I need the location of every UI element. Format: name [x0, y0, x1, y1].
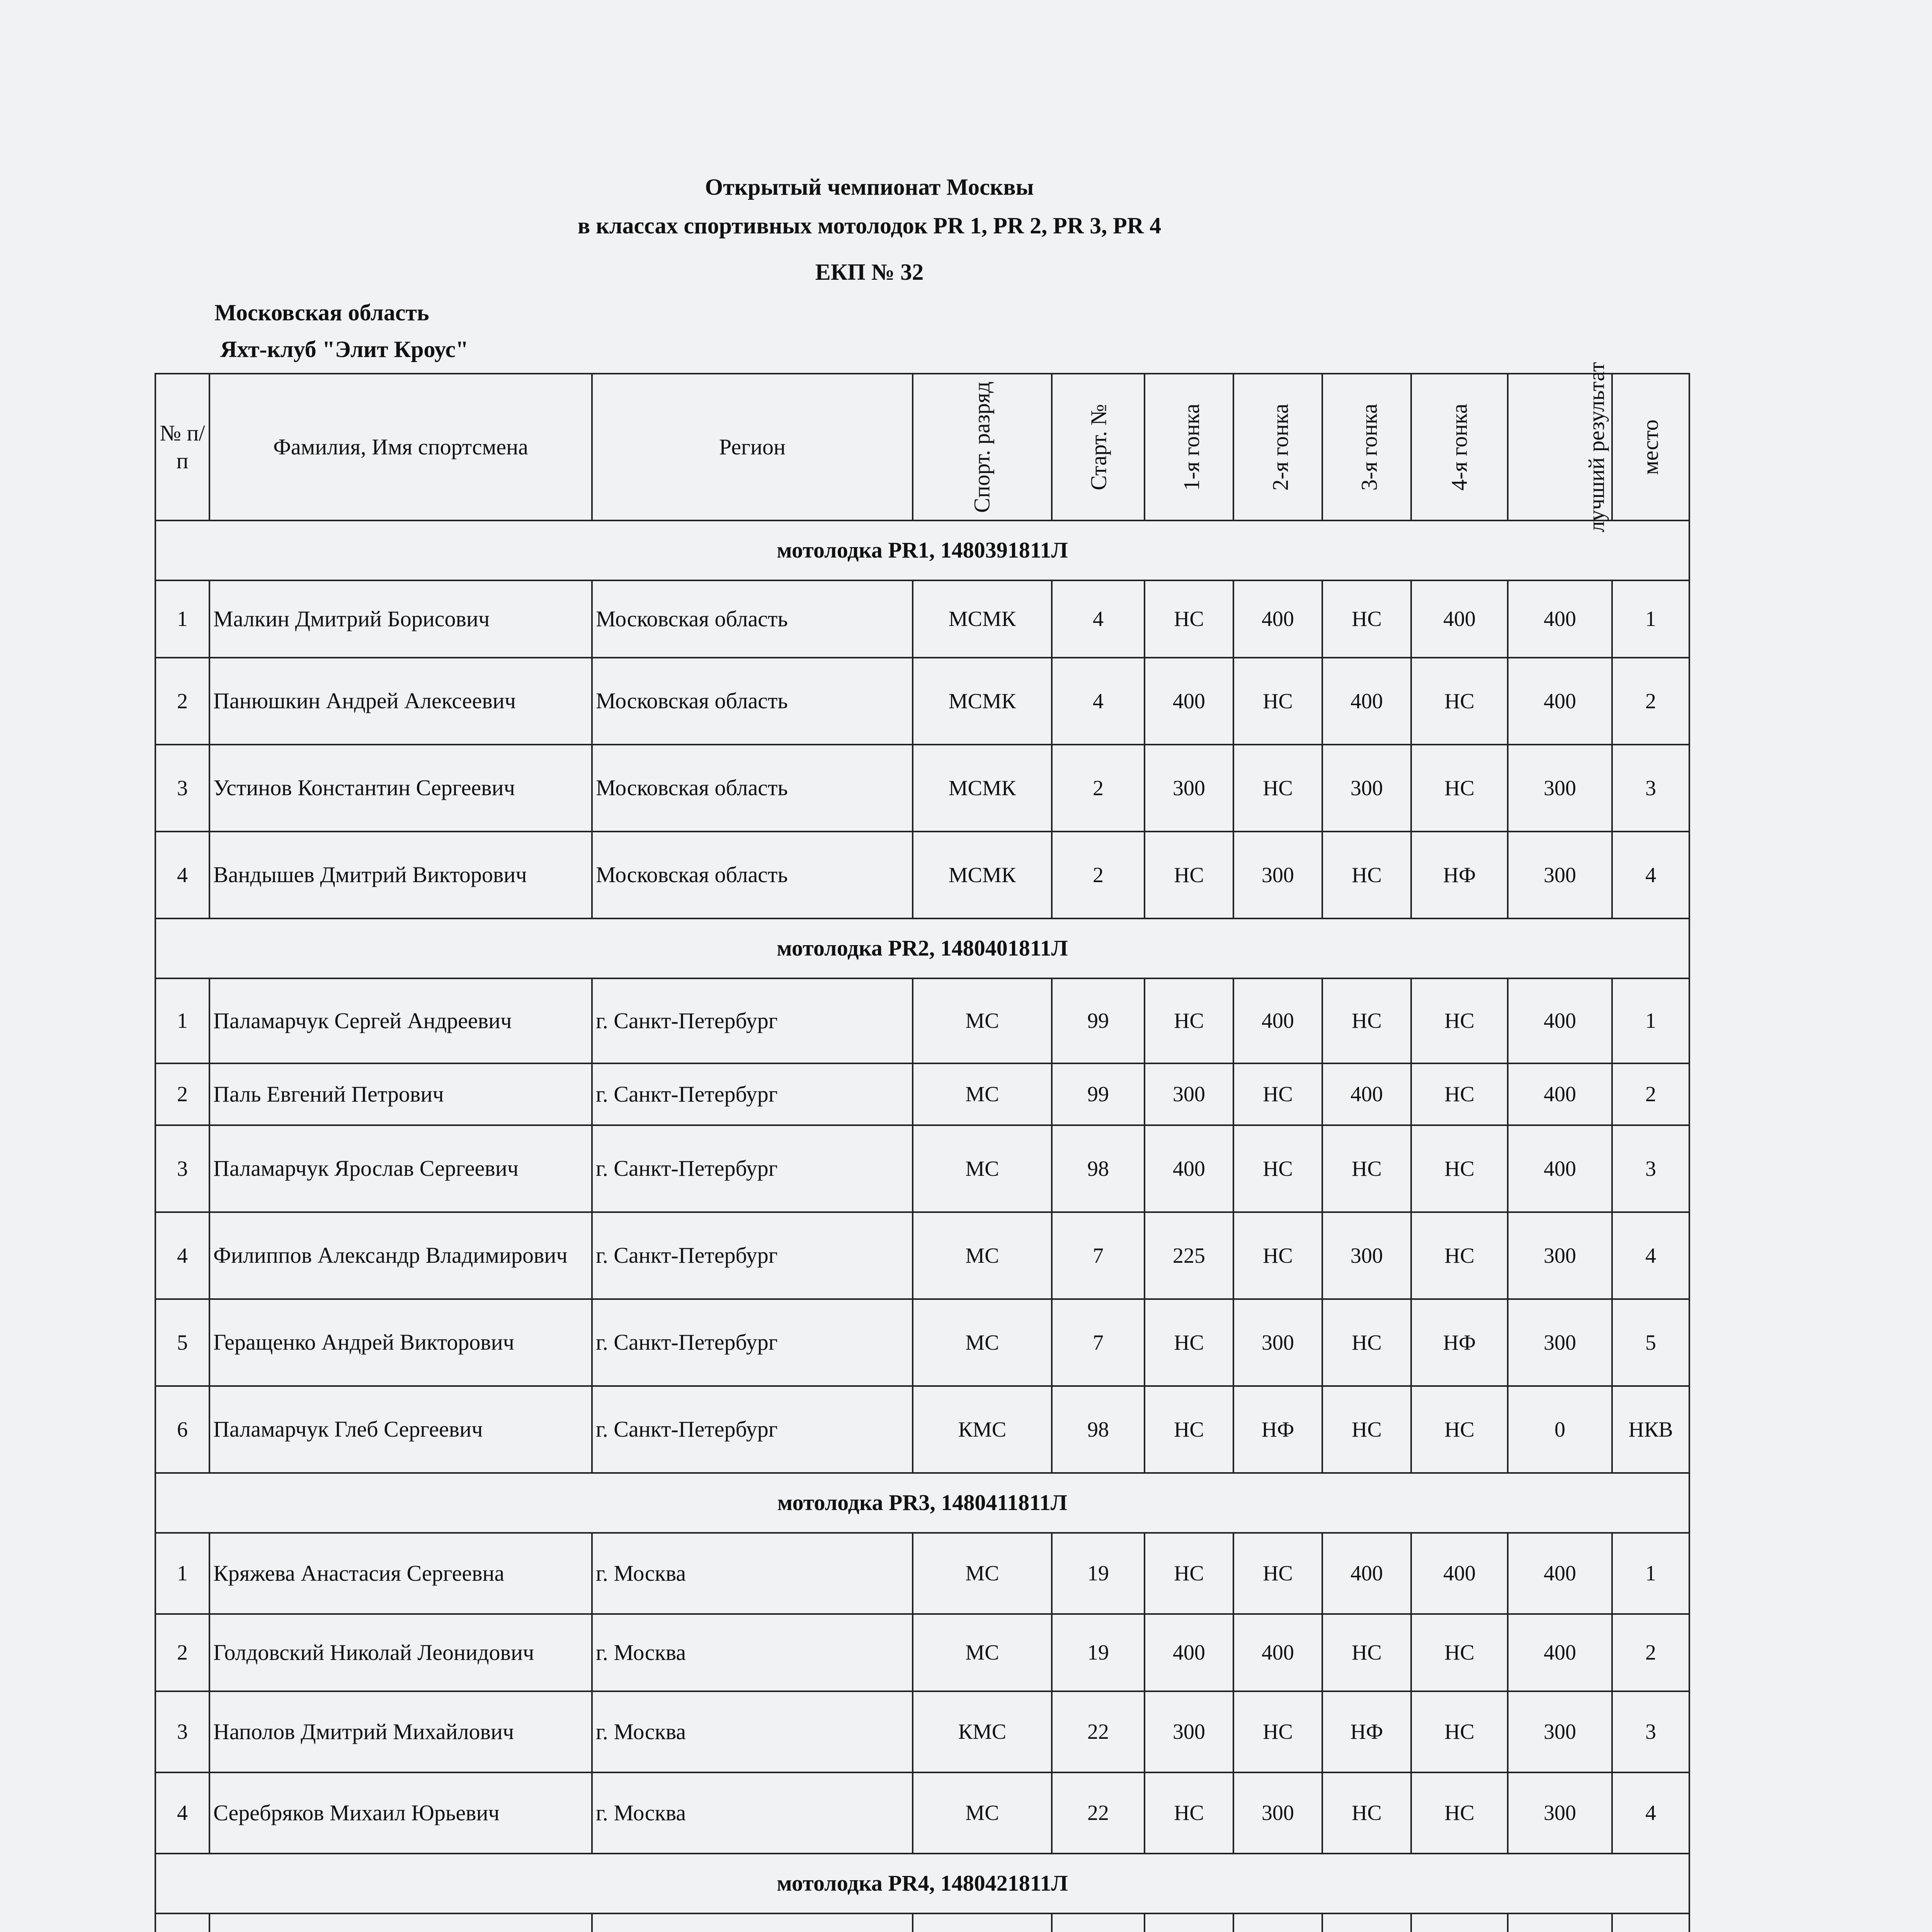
table-row — [155, 1614, 1689, 1691]
cell-row-number: 6 — [155, 1386, 209, 1473]
cell-race-2: НС — [1233, 1691, 1322, 1772]
cell-best-result — [1508, 1913, 1612, 1932]
table-row — [155, 978, 1689, 1063]
table-row — [155, 1691, 1689, 1772]
column-header-label: место — [1638, 419, 1663, 475]
cell-race-3 — [1322, 1913, 1411, 1932]
cell-race-3: 300 — [1322, 1212, 1411, 1299]
column-header-label: Старт. № — [1086, 404, 1111, 490]
cell-athlete-name: Паламарчук Ярослав Сергеевич — [209, 1125, 592, 1212]
cell-race-1 — [1145, 1913, 1233, 1932]
cell-race-1: НС — [1145, 1533, 1233, 1614]
cell-best-result: 400 — [1508, 580, 1612, 658]
cell-race-3: НФ — [1322, 1691, 1411, 1772]
cell-sport-rank — [913, 1913, 1052, 1932]
cell-row-number: 1 — [155, 580, 209, 658]
cell-sport-rank: МС — [913, 1533, 1052, 1614]
table-row — [155, 832, 1689, 918]
column-header-label: лучший результат — [1584, 362, 1609, 532]
section-title: мотолодка PR3, 1480411811Л — [155, 1473, 1689, 1533]
cell-race-3: НС — [1322, 1614, 1411, 1691]
cell-race-1: НС — [1145, 1386, 1233, 1473]
table-row — [155, 580, 1689, 658]
cell-place: 4 — [1612, 832, 1689, 918]
cell-place: НКВ — [1612, 1386, 1689, 1473]
cell-race-1: 300 — [1145, 1063, 1233, 1125]
cell-sport-rank: МС — [913, 1772, 1052, 1854]
cell-sport-rank: КМС — [913, 1691, 1052, 1772]
cell-race-3: НС — [1322, 1772, 1411, 1854]
cell-region: г. Москва — [592, 1614, 913, 1691]
column-header-label: № п/п — [160, 420, 205, 473]
cell-race-3: НС — [1322, 580, 1411, 658]
organizer-region: Московская область — [214, 300, 429, 325]
cell-race-4: НФ — [1411, 1299, 1508, 1386]
cell-sport-rank: МС — [913, 1063, 1052, 1125]
cell-region: г. Санкт-Петербург — [592, 1299, 913, 1386]
cell-place: 2 — [1612, 1063, 1689, 1125]
cell-race-2: НС — [1233, 745, 1322, 832]
cell-race-2: 400 — [1233, 580, 1322, 658]
cell-race-1: 400 — [1145, 1614, 1233, 1691]
cell-row-number: 2 — [155, 1614, 209, 1691]
cell-race-1: НС — [1145, 832, 1233, 918]
cell-race-4: НС — [1411, 1063, 1508, 1125]
column-header-label: 1-я гонка — [1179, 403, 1204, 491]
cell-row-number: 1 — [155, 1533, 209, 1614]
section-row — [155, 520, 1689, 580]
cell-sport-rank: МС — [913, 1125, 1052, 1212]
cell-place: 2 — [1612, 658, 1689, 745]
table-row — [155, 1772, 1689, 1854]
cell-race-2: НС — [1233, 1212, 1322, 1299]
cell-race-3: НС — [1322, 1299, 1411, 1386]
cell-place: 5 — [1612, 1299, 1689, 1386]
cell-athlete-name: Паль Евгений Петрович — [209, 1063, 592, 1125]
cell-race-4: НС — [1411, 1386, 1508, 1473]
cell-race-2 — [1233, 1913, 1322, 1932]
cell-race-4: НС — [1411, 1212, 1508, 1299]
cell-region: г. Санкт-Петербург — [592, 1212, 913, 1299]
cell-athlete-name: Голдовский Николай Леонидович — [209, 1614, 592, 1691]
section-row — [155, 918, 1689, 978]
cell-place: 2 — [1612, 1614, 1689, 1691]
cell-best-result: 400 — [1508, 978, 1612, 1063]
cell-row-number: 2 — [155, 658, 209, 745]
cell-athlete-name: Филиппов Александр Владимирович — [209, 1212, 592, 1299]
cell-race-4: НС — [1411, 978, 1508, 1063]
cell-best-result: 300 — [1508, 1299, 1612, 1386]
cell-race-4: 400 — [1411, 580, 1508, 658]
cell-race-1: 300 — [1145, 745, 1233, 832]
cell-race-3: НС — [1322, 1386, 1411, 1473]
cell-place: 3 — [1612, 1125, 1689, 1212]
cell-race-4: НС — [1411, 1691, 1508, 1772]
cell-best-result: 0 — [1508, 1386, 1612, 1473]
cell-race-2: НС — [1233, 1063, 1322, 1125]
table-row — [155, 1386, 1689, 1473]
cell-start-number: 99 — [1052, 1063, 1145, 1125]
cell-row-number: 1 — [155, 978, 209, 1063]
cell-region: Московская область — [592, 580, 913, 658]
table-row — [155, 1533, 1689, 1614]
column-header — [1145, 374, 1233, 520]
cell-row-number: 5 — [155, 1299, 209, 1386]
cell-place: 3 — [1612, 745, 1689, 832]
cell-region: г. Санкт-Петербург — [592, 1063, 913, 1125]
column-header-label: 4-я гонка — [1446, 403, 1472, 491]
cell-start-number: 98 — [1052, 1386, 1145, 1473]
cell-place: 1 — [1612, 580, 1689, 658]
cell-race-1: 300 — [1145, 1691, 1233, 1772]
cell-row-number: 3 — [155, 1125, 209, 1212]
cell-athlete-name: Вандышев Дмитрий Викторович — [209, 832, 592, 918]
cell-race-1: НС — [1145, 978, 1233, 1063]
cell-sport-rank: МС — [913, 1212, 1052, 1299]
cell-athlete-name: Наполов Дмитрий Михайлович — [209, 1691, 592, 1772]
cell-race-3: 400 — [1322, 1533, 1411, 1614]
section-title: мотолодка PR4, 1480421811Л — [155, 1854, 1689, 1913]
column-header-label: Спорт. разряд — [969, 381, 995, 513]
cell-region — [592, 1913, 913, 1932]
cell-sport-rank: МСМК — [913, 658, 1052, 745]
table-row — [155, 1299, 1689, 1386]
ekp-number: ЕКП № 32 — [815, 259, 924, 285]
cell-sport-rank: МСМК — [913, 832, 1052, 918]
cell-best-result: 300 — [1508, 1691, 1612, 1772]
cell-race-2: 400 — [1233, 978, 1322, 1063]
column-header — [1322, 374, 1411, 520]
cell-athlete-name: Панюшкин Андрей Алексеевич — [209, 658, 592, 745]
cell-race-2: 300 — [1233, 832, 1322, 918]
table-row — [155, 658, 1689, 745]
section-title: мотолодка PR1, 1480391811Л — [155, 520, 1689, 580]
column-header — [1508, 362, 1612, 532]
section-title: мотолодка PR2, 1480401811Л — [155, 918, 1689, 978]
cell-sport-rank: МС — [913, 1299, 1052, 1386]
cell-best-result: 400 — [1508, 1533, 1612, 1614]
cell-race-2: 400 — [1233, 1614, 1322, 1691]
table-row — [155, 745, 1689, 832]
cell-race-1: 400 — [1145, 1125, 1233, 1212]
cell-race-1: НС — [1145, 1299, 1233, 1386]
cell-race-4: НС — [1411, 1125, 1508, 1212]
column-header — [1411, 374, 1508, 520]
cell-athlete-name: Паламарчук Сергей Андреевич — [209, 978, 592, 1063]
cell-place: 4 — [1612, 1212, 1689, 1299]
cell-region: г. Санкт-Петербург — [592, 1386, 913, 1473]
cell-race-1: НС — [1145, 580, 1233, 658]
results-table — [155, 362, 1690, 1932]
cell-row-number: 4 — [155, 1772, 209, 1854]
cell-start-number — [1052, 1913, 1145, 1932]
cell-race-2: НС — [1233, 1533, 1322, 1614]
cell-race-4: 400 — [1411, 1533, 1508, 1614]
column-header — [1612, 374, 1689, 520]
cell-best-result: 300 — [1508, 1212, 1612, 1299]
cell-start-number: 99 — [1052, 978, 1145, 1063]
cell-start-number: 7 — [1052, 1299, 1145, 1386]
organizer-club: Яхт-клуб "Элит Кроус" — [220, 337, 469, 362]
column-header-label: Фамилия, Имя спортсмена — [273, 434, 528, 459]
cell-place — [1612, 1913, 1689, 1932]
cell-start-number: 4 — [1052, 580, 1145, 658]
cell-row-number: 3 — [155, 745, 209, 832]
cell-place: 3 — [1612, 1691, 1689, 1772]
cell-race-2: 300 — [1233, 1772, 1322, 1854]
cell-athlete-name — [209, 1913, 592, 1932]
cell-athlete-name: Малкин Дмитрий Борисович — [209, 580, 592, 658]
cell-race-1: 400 — [1145, 658, 1233, 745]
cell-place: 1 — [1612, 978, 1689, 1063]
column-header-label: 3-я гонка — [1357, 403, 1382, 491]
cell-row-number: 3 — [155, 1691, 209, 1772]
column-header-label: 2-я гонка — [1268, 403, 1293, 491]
cell-race-4: НС — [1411, 658, 1508, 745]
cell-best-result: 300 — [1508, 1772, 1612, 1854]
results-body — [155, 362, 1689, 1932]
cell-race-2: 300 — [1233, 1299, 1322, 1386]
cell-region: г. Санкт-Петербург — [592, 978, 913, 1063]
cell-race-2: НФ — [1233, 1386, 1322, 1473]
cell-start-number: 4 — [1052, 658, 1145, 745]
cell-race-3: НС — [1322, 978, 1411, 1063]
cell-race-1: НС — [1145, 1772, 1233, 1854]
column-header — [1052, 374, 1145, 520]
cell-best-result: 300 — [1508, 745, 1612, 832]
column-header — [592, 374, 913, 520]
cell-best-result: 300 — [1508, 832, 1612, 918]
cell-region: Московская область — [592, 832, 913, 918]
column-header — [155, 374, 209, 520]
cell-start-number: 19 — [1052, 1614, 1145, 1691]
table-row — [155, 1063, 1689, 1125]
cell-athlete-name: Геращенко Андрей Викторович — [209, 1299, 592, 1386]
cell-race-4 — [1411, 1913, 1508, 1932]
cell-region: Московская область — [592, 745, 913, 832]
section-row — [155, 1854, 1689, 1913]
table-row — [155, 1212, 1689, 1299]
cell-athlete-name: Кряжева Анастасия Сергеевна — [209, 1533, 592, 1614]
cell-sport-rank: МСМК — [913, 745, 1052, 832]
cell-start-number: 2 — [1052, 832, 1145, 918]
cell-race-4: НС — [1411, 1614, 1508, 1691]
cell-race-3: НС — [1322, 832, 1411, 918]
cell-region: г. Москва — [592, 1533, 913, 1614]
cell-sport-rank: МС — [913, 978, 1052, 1063]
cell-sport-rank: МСМК — [913, 580, 1052, 658]
cell-race-3: 400 — [1322, 658, 1411, 745]
cell-start-number: 98 — [1052, 1125, 1145, 1212]
cell-start-number: 7 — [1052, 1212, 1145, 1299]
cell-race-1: 225 — [1145, 1212, 1233, 1299]
cell-row-number — [155, 1913, 209, 1932]
cell-race-4: НФ — [1411, 832, 1508, 918]
title-line-1: Открытый чемпионат Москвы — [705, 174, 1034, 200]
cell-region: Московская область — [592, 658, 913, 745]
cell-region: г. Москва — [592, 1772, 913, 1854]
table-row — [155, 1125, 1689, 1212]
cell-start-number: 2 — [1052, 745, 1145, 832]
table-row — [155, 1913, 1689, 1932]
column-header-label: Регион — [719, 434, 786, 459]
cell-region: г. Москва — [592, 1691, 913, 1772]
cell-best-result: 400 — [1508, 1063, 1612, 1125]
cell-row-number: 2 — [155, 1063, 209, 1125]
cell-race-2: НС — [1233, 1125, 1322, 1212]
cell-race-3: 400 — [1322, 1063, 1411, 1125]
cell-place: 1 — [1612, 1533, 1689, 1614]
cell-start-number: 19 — [1052, 1533, 1145, 1614]
cell-race-4: НС — [1411, 1772, 1508, 1854]
cell-race-3: 300 — [1322, 745, 1411, 832]
cell-athlete-name: Устинов Константин Сергеевич — [209, 745, 592, 832]
cell-best-result: 400 — [1508, 658, 1612, 745]
cell-start-number: 22 — [1052, 1772, 1145, 1854]
column-header — [209, 374, 592, 520]
cell-sport-rank: КМС — [913, 1386, 1052, 1473]
column-header — [1233, 374, 1322, 520]
cell-region: г. Санкт-Петербург — [592, 1125, 913, 1212]
cell-row-number: 4 — [155, 1212, 209, 1299]
cell-race-4: НС — [1411, 745, 1508, 832]
column-header — [913, 374, 1052, 520]
table-header-row — [155, 374, 1689, 520]
cell-athlete-name: Паламарчук Глеб Сергеевич — [209, 1386, 592, 1473]
section-row — [155, 1473, 1689, 1533]
cell-athlete-name: Серебряков Михаил Юрьевич — [209, 1772, 592, 1854]
cell-race-2: НС — [1233, 658, 1322, 745]
cell-start-number: 22 — [1052, 1691, 1145, 1772]
cell-best-result: 400 — [1508, 1614, 1612, 1691]
cell-sport-rank: МС — [913, 1614, 1052, 1691]
cell-place: 4 — [1612, 1772, 1689, 1854]
cell-best-result: 400 — [1508, 1125, 1612, 1212]
title-line-2: в классах спортивных мотолодок PR 1, PR 2, PR 3, PR 4 — [577, 213, 1162, 238]
cell-race-3: НС — [1322, 1125, 1411, 1212]
cell-row-number: 4 — [155, 832, 209, 918]
